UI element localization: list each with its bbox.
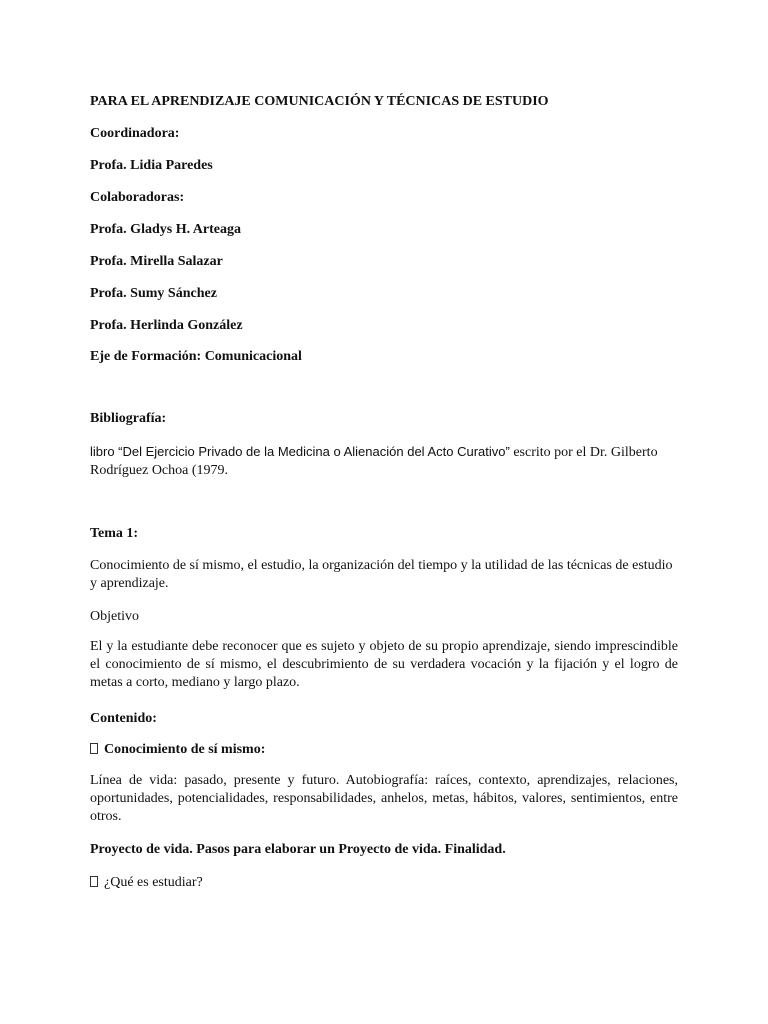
tema1-label: Tema 1: bbox=[90, 526, 139, 541]
objective-label: Objetivo bbox=[90, 609, 139, 624]
objective-text: El y la estudiante debe reconocer que es sujeto y objeto de su propio aprendizaje, siendo imprescindible el conocimiento de sí mismo, el descubrimiento de su verdadera vocación y la fijación y el logro de metas a corto, mediano y largo plazo. bbox=[90, 639, 678, 690]
coordinator-name: Profa. Lidia Paredes bbox=[90, 158, 213, 173]
tema1-description: Conocimiento de sí mismo, el estudio, la organización del tiempo y la utilidad de las técnicas de estudio y aprendizaje. bbox=[90, 558, 673, 591]
bibliography-author: escrito por el Dr. Gilberto Rodríguez Ochoa (1979. bbox=[90, 445, 658, 478]
collaborator-name: Profa. Gladys H. Arteaga bbox=[90, 222, 242, 237]
coordinator-label: Coordinadora: bbox=[90, 126, 180, 141]
content-label: Contenido: bbox=[90, 711, 157, 726]
life-project-line: Proyecto de vida. Pasos para elaborar un Proyecto de vida. Finalidad. bbox=[90, 842, 506, 857]
formation-axis: Eje de Formación: Comunicacional bbox=[90, 349, 302, 364]
life-line-text: Línea de vida: pasado, presente y futuro. Autobiografía: raíces, contexto, aprendizajes, relaciones, oportunidades, potencialidades, responsabilidades, anhelos, metas, hábitos, valores, sentimientos, entre otros. bbox=[90, 773, 678, 824]
content-bullet-2 bbox=[90, 874, 203, 892]
bullet-icon bbox=[90, 876, 98, 887]
bibliography-book: libro “Del Ejercicio Privado de la Medicina o Alienación del Acto Curativo” bbox=[90, 444, 510, 459]
bullet-1-text: Conocimiento de sí mismo: bbox=[104, 742, 266, 757]
bibliography-text bbox=[90, 443, 678, 480]
bibliography-label: Bibliografía: bbox=[90, 411, 167, 426]
bullet-2-text: ¿Qué es estudiar? bbox=[104, 875, 203, 890]
content-bullet-1 bbox=[90, 741, 265, 759]
document-title: PARA EL APRENDIZAJE COMUNICACIÓN Y TÉCNICAS DE ESTUDIO bbox=[90, 94, 549, 109]
collaborator-name: Profa. Sumy Sánchez bbox=[90, 286, 217, 301]
collaborator-name: Profa. Herlinda González bbox=[90, 318, 243, 333]
document-page bbox=[90, 0, 678, 1024]
collaborator-name: Profa. Mirella Salazar bbox=[90, 254, 223, 269]
collaborators-label: Colaboradoras: bbox=[90, 190, 185, 205]
bullet-icon bbox=[90, 743, 98, 754]
